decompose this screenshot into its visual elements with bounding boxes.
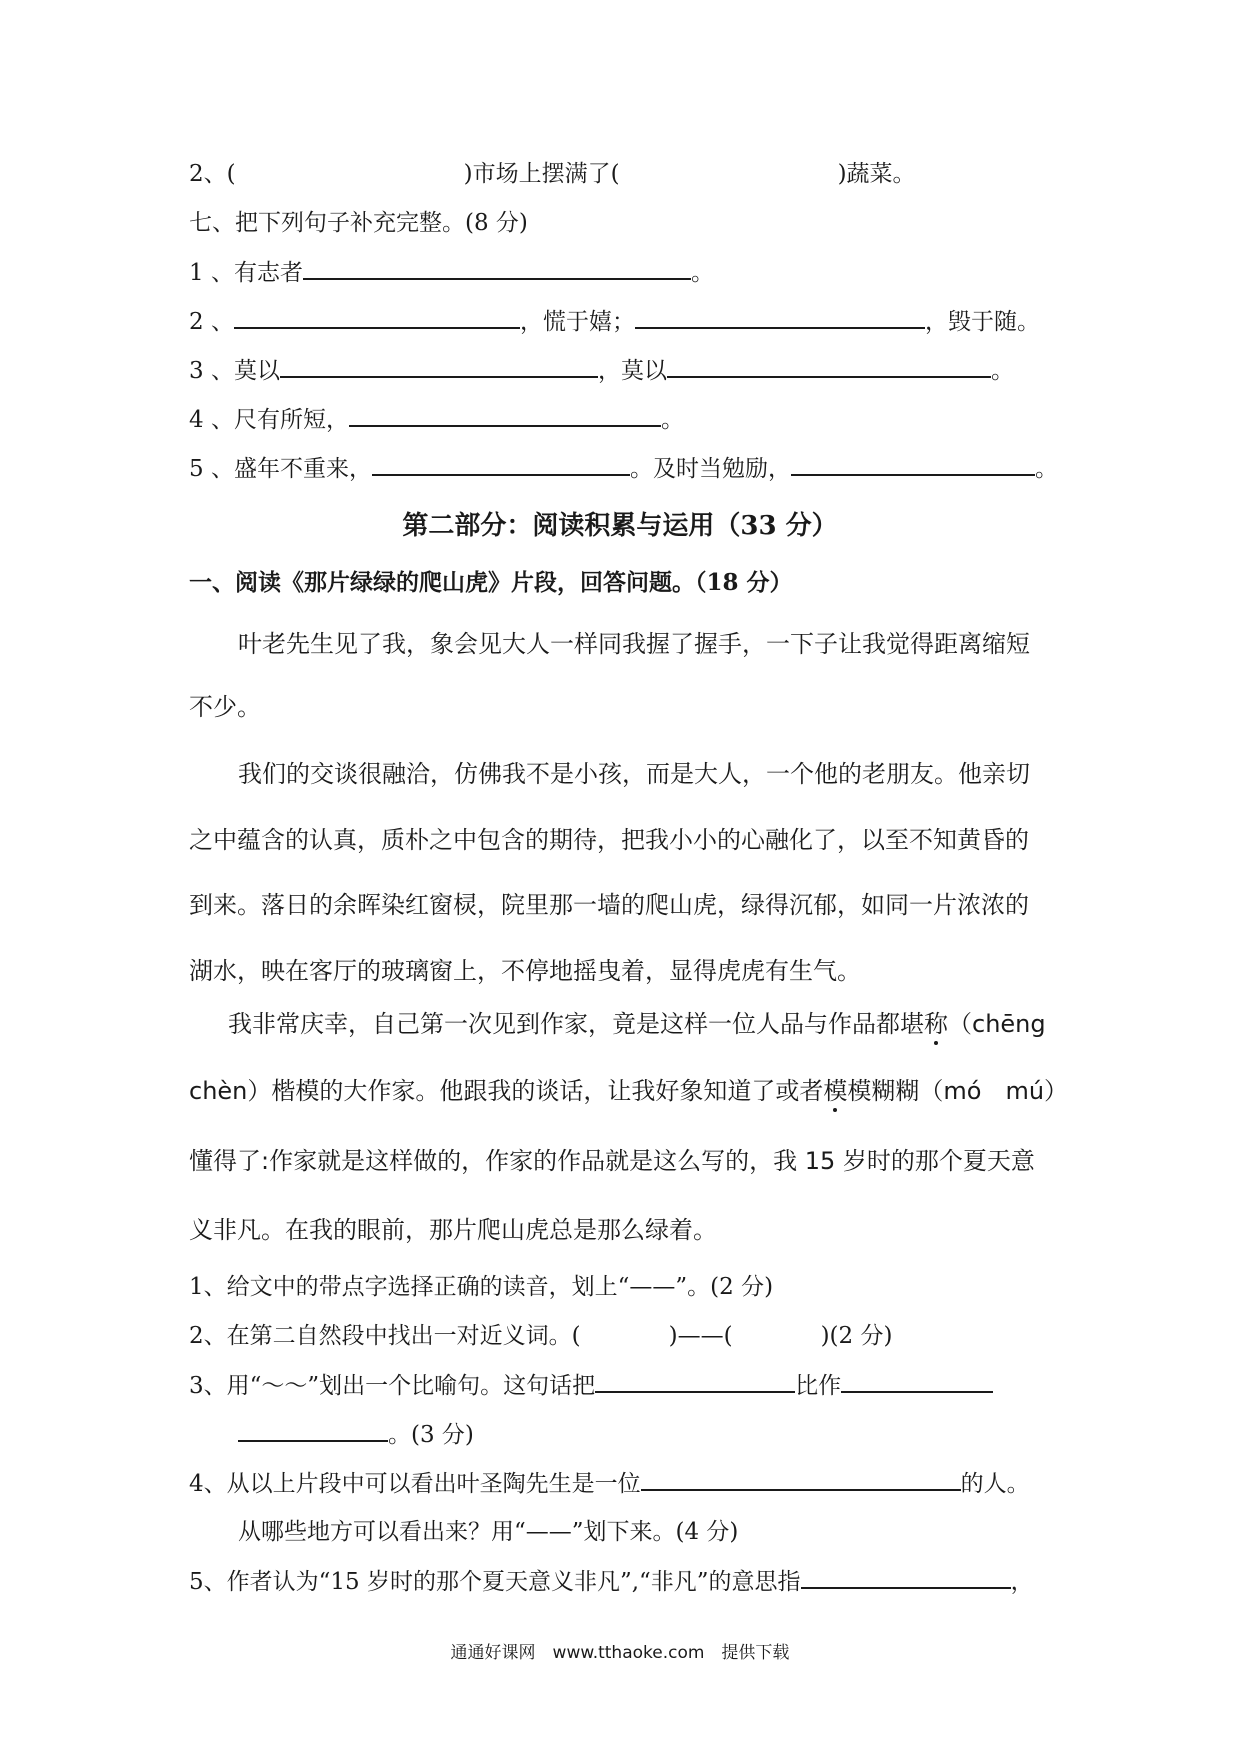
answer-blank[interactable] [280, 356, 598, 378]
s7-question-4: 4 、尺有所短， 。 [189, 407, 684, 433]
dotted-character: 称 [924, 1010, 948, 1038]
passage-p1-line2: 不少。 [189, 693, 261, 721]
s6-question-2: 2、( )市场上摆满了( )蔬菜。 [189, 161, 916, 187]
reading-question-4: 4、从以上片段中可以看出叶圣陶先生是一位 的人。 [189, 1471, 1030, 1497]
answer-blank[interactable] [372, 454, 630, 476]
answer-blank[interactable] [635, 307, 925, 329]
reading-heading: 一、阅读《那片绿绿的爬山虎》片段，回答问题。（18 分） [189, 569, 793, 596]
s7-question-2: 2 、 ，慌于嬉； ，毁于随。 [189, 309, 1040, 335]
passage-p2-line2: 之中蕴含的认真，质朴之中包含的期待，把我小小的心融化了，以至不知黄昏的 [189, 826, 1029, 854]
passage-p2-line3: 到来。落日的余晖染红窗棂，院里那一墙的爬山虎，绿得沉郁，如同一片浓浓的 [189, 891, 1029, 919]
passage-p2-line4: 湖水，映在客厅的玻璃窗上，不停地摇曳着，显得虎虎有生气。 [189, 957, 861, 985]
answer-blank[interactable] [303, 258, 691, 280]
answer-blank[interactable] [234, 307, 520, 329]
answer-blank[interactable] [349, 405, 661, 427]
passage-p3-line2: chèn）楷模的大作家。他跟我的谈话，让我好象知道了或者模模糊糊（mó mú） [189, 1077, 1069, 1105]
reading-question-3: 3、用“～～”划出一个比喻句。这句话把 比作 [189, 1371, 993, 1400]
answer-blank[interactable] [841, 1371, 993, 1393]
part-title: 第二部分：阅读积累与运用（33 分） [402, 511, 838, 541]
s7-heading: 七、把下列句子补充完整。(8 分) [189, 210, 528, 236]
s7-question-5: 5 、盛年不重来， 。及时当勉励， 。 [189, 456, 1058, 482]
reading-question-3-line2: 。(3 分) [238, 1420, 474, 1449]
reading-question-5: 5、作者认为“15 岁时的那个夏天意义非凡”,“非凡”的意思指 ， [189, 1569, 1034, 1595]
reading-question-1: 1、给文中的带点字选择正确的读音，划上“——”。(2 分) [189, 1274, 774, 1300]
passage-p3-line4: 义非凡。在我的眼前，那片爬山虎总是那么绿着。 [189, 1216, 717, 1244]
footer-source: 通通好课网 www.tthaoke.com 提供下载 [450, 1643, 790, 1663]
answer-blank[interactable] [238, 1420, 388, 1442]
answer-blank[interactable] [595, 1371, 795, 1393]
s7-question-1: 1 、有志者 。 [189, 260, 714, 286]
passage-p3-line3: 懂得了:作家就是这样做的，作家的作品就是这么写的，我 15 岁时的那个夏天意 [189, 1147, 1035, 1175]
passage-p1-line1: 叶老先生见了我，象会见大人一样同我握了握手，一下子让我觉得距离缩短 [238, 630, 1030, 658]
answer-blank[interactable] [667, 356, 991, 378]
passage-p2-line1: 我们的交谈很融洽，仿佛我不是小孩，而是大人，一个他的老朋友。他亲切 [238, 760, 1030, 788]
reading-question-2: 2、在第二自然段中找出一对近义词。( )——( )(2 分) [189, 1323, 893, 1349]
answer-blank[interactable] [641, 1469, 961, 1491]
s7-question-3: 3 、莫以 ，莫以 。 [189, 358, 1014, 384]
passage-p3-line1: 我非常庆幸，自己第一次见到作家，竟是这样一位人品与作品都堪称（chēng [228, 1010, 1046, 1038]
answer-blank[interactable] [801, 1567, 1011, 1589]
dotted-character: 模 [823, 1077, 848, 1105]
answer-blank[interactable] [791, 454, 1035, 476]
reading-question-4-line2: 从哪些地方可以看出来？用“——”划下来。(4 分) [238, 1519, 739, 1545]
